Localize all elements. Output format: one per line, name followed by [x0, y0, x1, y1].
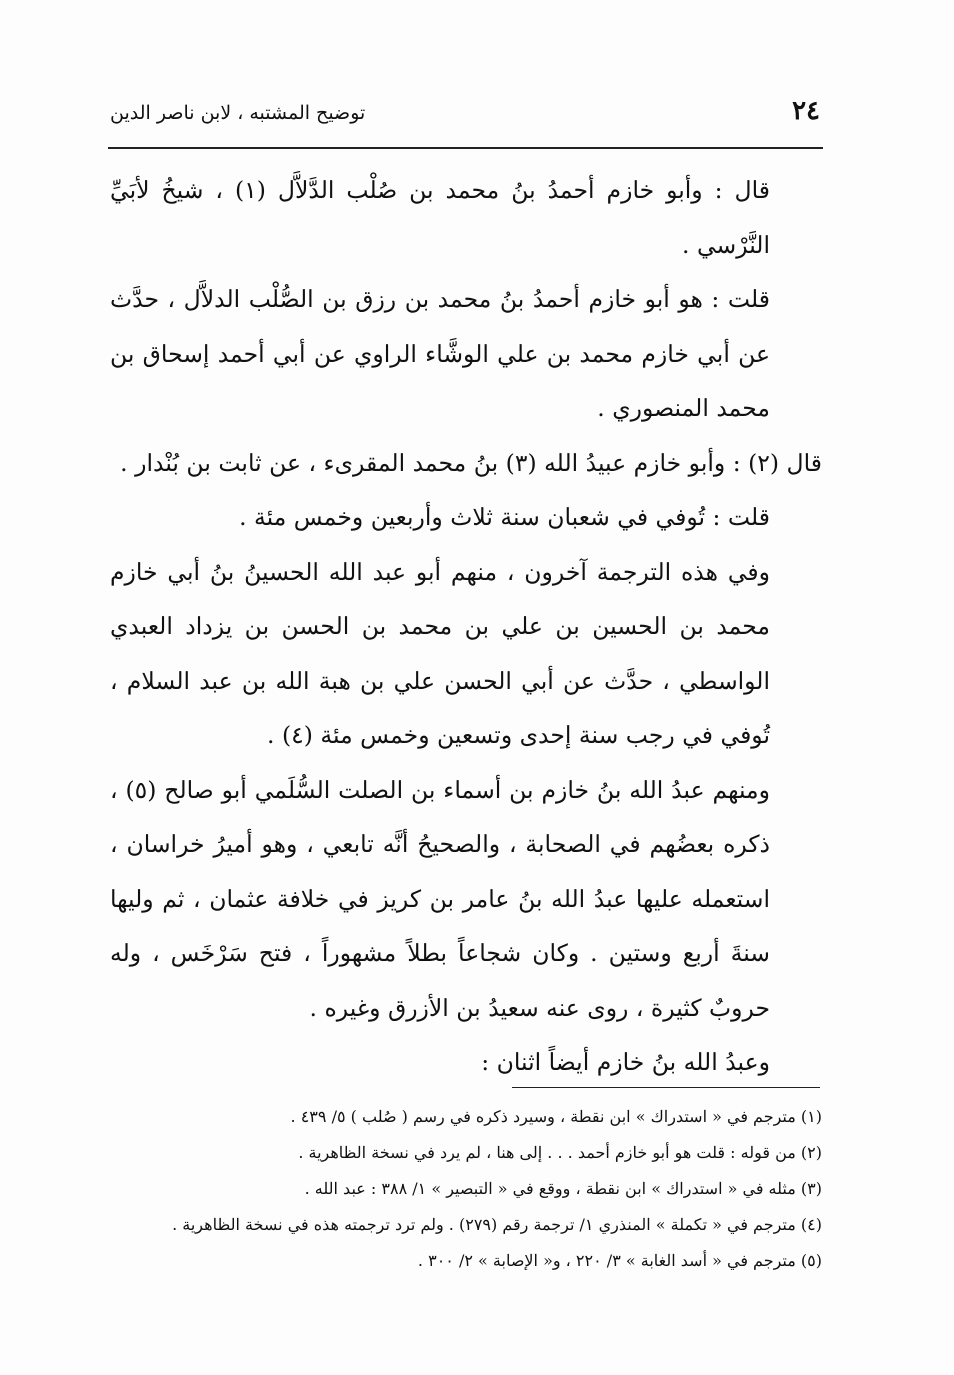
page-number: ٢٤ — [792, 96, 820, 126]
paragraph: قال : وأبو خازم أحمدُ بنُ محمد بن صُلْب الدَّلاَّل (١) ، شيخُ لأبَيِّ النَّرْسي . — [110, 176, 770, 259]
page-header — [110, 96, 820, 136]
paragraph: وفي هذه الترجمة آخرون ، منهم أبو عبد الله الحسينُ بنُ أبي خازم محمد بن الحسين بن علي بن محمد بن الحسن بن يزداد العبدي الواسطي ، حدَّث عن أبي الحسن علي بن هبة الله بن عبد السلام ، تُوفي في رجب سنة إحدى وتسعين وخمس مئة (٤) . — [110, 557, 770, 749]
header-divider — [108, 147, 823, 149]
paragraph: قلت : تُوفي في شعبان سنة ثلاث وأربعين وخمس مئة . — [239, 503, 770, 531]
footnote: (٢) من قوله : قلت هو أبو خازم أحمد . . . إلى هنا ، لم يرد في نسخة الظاهرية . — [298, 1143, 822, 1162]
main-text — [110, 163, 822, 1090]
paragraph: قلت : هو أبو خازم أحمدُ بنُ محمد بن رزق بن الصُّلْب الدلاَّل ، حدَّث عن أبي خازم محمد بن علي الوشَّاء الراوي عن أبي أحمد إسحاق بن محمد المنصوري . — [110, 285, 770, 422]
paragraph: وعبدُ الله بنُ خازم أيضاً اثنان : — [481, 1048, 770, 1076]
footnote-divider — [512, 1087, 820, 1088]
paragraph: قال (٢) : وأبو خازم عبيدُ الله (٣) بنُ محمد المقرىء ، عن ثابت بن بُنْدار . — [120, 448, 822, 477]
footnote: (٤) مترجم في « تكملة » المنذري ١/ ترجمة رقم (٢٧٩) . ولم ترد ترجمته هذه في نسخة الظاهرية . — [172, 1215, 822, 1234]
footnotes — [150, 1099, 822, 1279]
footnote: (١) مترجم في « استدراك » ابن نقطة ، وسيرد ذكره في رسم ( صُلب ) ٥/ ٤٣٩ . — [290, 1107, 822, 1126]
footnote: (٥) مترجم في « أسد الغابة » ٣/ ٢٢٠ ، و« الإصابة » ٢/ ٣٠٠ . — [417, 1251, 822, 1270]
footnote: (٣) مثله في « استدراك » ابن نقطة ، ووقع في « التبصير » ١/ ٣٨٨ : عبد الله . — [304, 1179, 822, 1198]
running-title: توضيح المشتبه ، لابن ناصر الدين — [110, 102, 366, 124]
paragraph: ومنهم عبدُ الله بنُ خازم بن أسماء بن الصلت السُّلَمي أبو صالح (٥) ، ذكره بعضُهم في الصحابة ، والصحيحُ أنَّه تابعي ، وهو أميرُ خراسان ، استعمله عليها عبدُ الله بنُ عامر بن كريز في خلافة عثمان ، ثم وليها سنةَ أربع وستين . وكان شجاعاً بطلاً مشهوراً ، فتح سَرْخَس ، وله حروبٌ كثيرة ، روى عنه سعيدُ بن الأزرق وغيره . — [110, 775, 770, 1022]
